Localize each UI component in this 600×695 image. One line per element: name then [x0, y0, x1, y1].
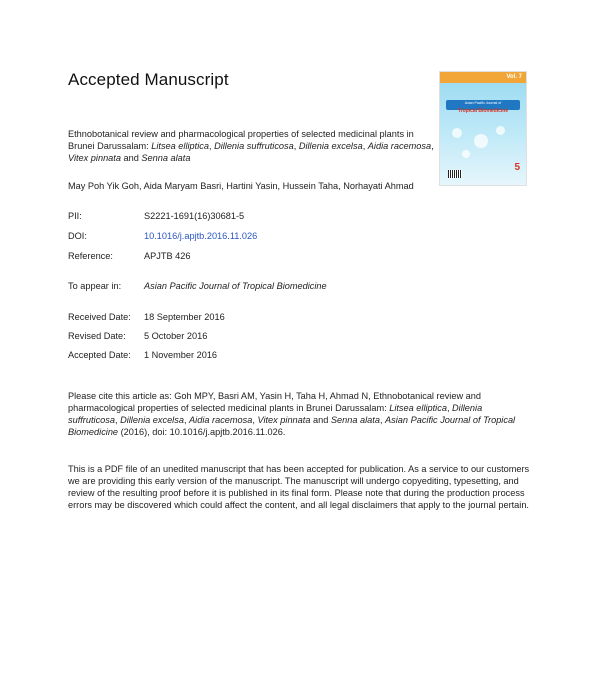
- page-title: Accepted Manuscript: [68, 70, 229, 89]
- article-title: [68, 128, 438, 164]
- title-species: Dillenia suffruticosa: [214, 141, 294, 151]
- citation-text: ,: [114, 415, 121, 425]
- title-species: Vitex pinnata: [68, 153, 121, 163]
- cover-volume: Vol. 7: [506, 74, 522, 80]
- citation-text: ,: [446, 403, 453, 413]
- title-species: Senna alata: [141, 153, 191, 163]
- title-text: ,: [293, 141, 299, 151]
- reference-value: APJTB 426: [144, 251, 191, 261]
- citation-text: Please cite this article as: Goh MPY, Basri AM, Yasin H, Taha H, Ahmad N, Ethnobotanical review and pharmacological properties of selected medicinal plants in Brunei Darussalam:: [68, 391, 481, 413]
- title-text: and: [120, 153, 142, 163]
- journal-cover-image: [439, 71, 527, 186]
- title-text: Ethnobotanical review and pharmacological properties of selected medicinal plants in Brunei Darussalam:: [68, 129, 414, 151]
- author-list: May Poh Yik Goh, Aida Maryam Basri, Hartini Yasin, Hussein Taha, Norhayati Ahmad: [68, 181, 414, 191]
- cover-bubble: [462, 150, 470, 158]
- doi-label: DOI:: [68, 231, 87, 241]
- received-date: 18 September 2016: [144, 312, 225, 322]
- cover-bubble: [452, 128, 462, 138]
- to-appear-label: To appear in:: [68, 281, 122, 291]
- doi-link[interactable]: 10.1016/j.apjtb.2016.11.026: [144, 231, 258, 241]
- revised-date: 5 October 2016: [144, 331, 208, 341]
- title-species: Dillenia excelsa: [298, 141, 363, 151]
- cover-bubble: [474, 134, 488, 148]
- citation-text: ,: [252, 415, 258, 425]
- citation-species: Senna alata: [330, 415, 380, 425]
- citation-species: Aidia racemosa: [189, 415, 253, 425]
- cover-bubble: [496, 126, 505, 135]
- citation-journal: Asian Pacific Journal of Tropical Biomedicine: [68, 415, 516, 437]
- reference-label: Reference:: [68, 251, 113, 261]
- citation-species: Dillenia suffruticosa: [68, 403, 483, 425]
- pii-value: S2221-1691(16)30681-5: [144, 211, 245, 221]
- pii-label: PII:: [68, 211, 82, 221]
- cover-journal-top: Asian Pacific Journal of: [464, 101, 502, 105]
- citation-text: and: [310, 415, 331, 425]
- cover-number: 5: [514, 162, 520, 173]
- cover-journal-name: Tropical Biomedicine: [457, 108, 509, 114]
- journal-name: Asian Pacific Journal of Tropical Biomedicine: [144, 281, 327, 291]
- citation-species: Vitex pinnata: [257, 415, 311, 425]
- cover-barcode: [448, 170, 462, 178]
- title-text: ,: [362, 141, 368, 151]
- citation-text: ,: [379, 415, 386, 425]
- accepted-date-label: Accepted Date:: [68, 350, 131, 360]
- citation-species: Litsea elliptica: [389, 403, 447, 413]
- received-date-label: Received Date:: [68, 312, 131, 322]
- citation-species: Dillenia excelsa: [120, 415, 184, 425]
- citation-text: ,: [183, 415, 190, 425]
- title-text: ,: [431, 141, 434, 151]
- accepted-date: 1 November 2016: [144, 350, 218, 360]
- revised-date-label: Revised Date:: [68, 331, 126, 341]
- title-text: ,: [208, 141, 215, 151]
- title-species: Aidia racemosa: [367, 141, 432, 151]
- manuscript-notice: This is a PDF file of an unedited manuscript that has been accepted for publication. As a service to our customers we are providing this early version of the manuscript. The manuscript will undergo copyediting, typesetting, and review of the resulting proof before it is published in its final form. Please note that during the production process errors may be discovered which could affect the content, and all legal disclaimers that apply to the journal pertain.: [68, 464, 530, 510]
- title-species: Litsea elliptica: [151, 141, 209, 151]
- citation-paragraph: [68, 390, 533, 438]
- citation-text: (2016), doi: 10.1016/j.apjtb.2016.11.026.: [118, 427, 286, 437]
